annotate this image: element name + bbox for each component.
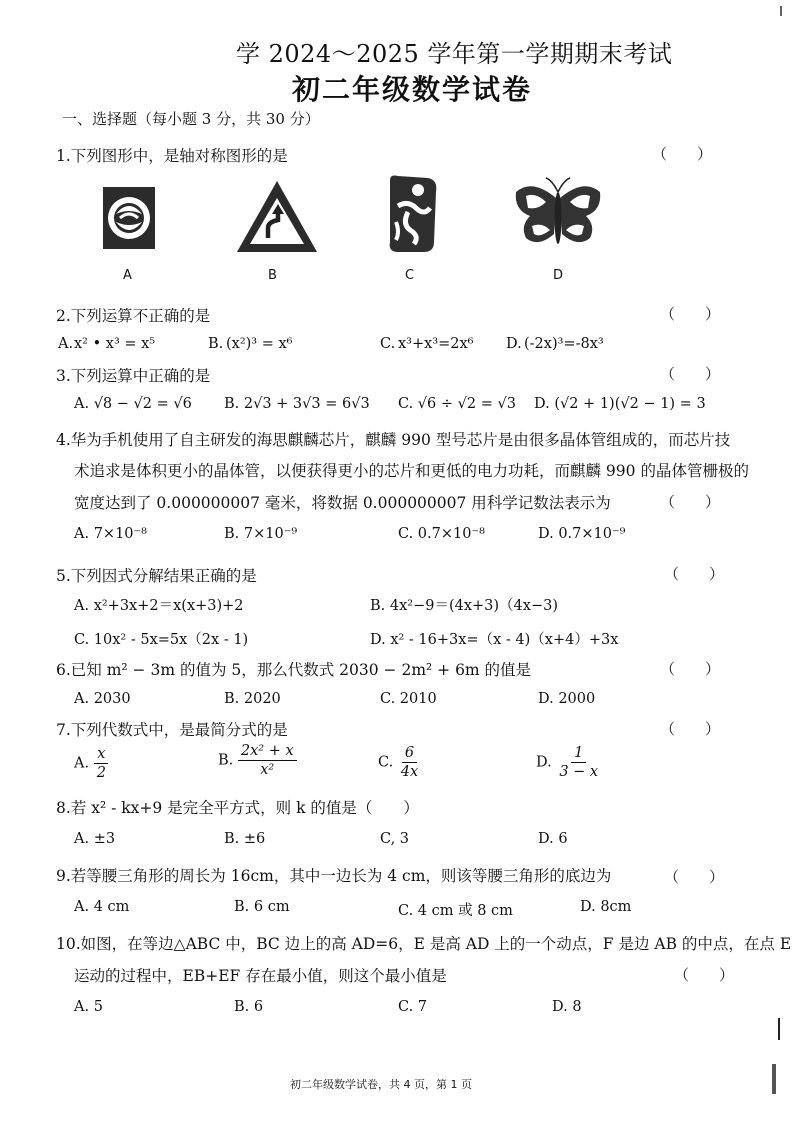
- fraction-d-numerator: 1: [571, 744, 586, 763]
- scan-edge-mark: [778, 1018, 780, 1040]
- q3-answer-paren: （ ）: [660, 365, 721, 383]
- fraction-c: [398, 744, 421, 781]
- fraction-b-denominator: x²: [260, 762, 275, 778]
- q3-option-c: C. √6 ÷ √2 = √3: [398, 396, 516, 412]
- q6-stem: 6.已知 m² − 3m 的值为 5，那么代数式 2030 − 2m² + 6m 的值是: [56, 661, 532, 679]
- q5-option-a: A. x²+3x+2＝x(x+3)+2: [74, 598, 244, 614]
- q1-stem: 1.下列图形中，是轴对称图形的是: [56, 147, 288, 165]
- q5-option-d: D. x² - 16+3x=（x - 4)（x+4）+3x: [370, 632, 619, 648]
- q3-option-b: B. 2√3 + 3√3 = 6√3: [224, 396, 370, 412]
- q8-option-a: A. ±3: [74, 831, 116, 847]
- q2-label-b: B.: [208, 336, 224, 352]
- q7-option-a: [74, 745, 109, 782]
- q2-option-c: x³+x³=2x⁶: [398, 336, 474, 352]
- q6-option-c: C. 2010: [380, 691, 437, 707]
- q7-option-b: [218, 742, 297, 779]
- q1-label-a: A: [123, 268, 132, 283]
- fraction-a: [94, 745, 109, 782]
- q9-stem: 9.若等腰三角形的周长为 16cm，其中一边长为 4 cm，则该等腰三角形的底边为: [56, 867, 612, 885]
- q6-answer-paren: （ ）: [660, 660, 721, 678]
- q4-option-d: D. 0.7×10⁻⁹: [538, 526, 626, 542]
- warning-triangle-sign-icon: [234, 178, 320, 256]
- q3-option-d: D. (√2 + 1)(√2 − 1) = 3: [534, 396, 706, 412]
- q4-stem-line1: 4.华为手机使用了自主研发的海思麒麟芯片，麒麟 990 型号芯片是由很多晶体管组成的，而芯片技: [56, 431, 731, 449]
- q4-option-b: B. 7×10⁻⁹: [224, 526, 298, 542]
- q5-stem: 5.下列因式分解结果正确的是: [56, 567, 257, 585]
- scan-edge-mark: [780, 6, 782, 16]
- fraction-c-numerator: 6: [402, 744, 417, 763]
- q6-option-d: D. 2000: [538, 691, 596, 707]
- q9-option-c: C. 4 cm 或 8 cm: [398, 903, 513, 919]
- section-heading: 一、选择题（每小题 3 分，共 30 分）: [62, 110, 320, 128]
- q2-option-b: (x²)³ = x⁶: [226, 336, 293, 352]
- q7-label-c: C.: [378, 754, 394, 771]
- q7-label-b: B.: [218, 752, 234, 769]
- q4-answer-paren: （ ）: [660, 493, 721, 511]
- butterfly-icon: [512, 176, 604, 256]
- q9-option-b: B. 6 cm: [234, 899, 290, 915]
- fraction-b-numerator: 2x² + x: [238, 742, 297, 761]
- q4-option-c: C. 0.7×10⁻⁸: [398, 526, 485, 542]
- q7-stem: 7.下列代数式中，是最简分式的是: [56, 721, 288, 739]
- q2-stem: 2.下列运算不正确的是: [56, 307, 211, 325]
- q10-option-d: D. 8: [552, 999, 582, 1015]
- q6-option-a: A. 2030: [74, 691, 131, 707]
- q10-option-a: A. 5: [74, 999, 103, 1015]
- q9-option-a: A. 4 cm: [74, 899, 130, 915]
- fraction-d-denominator: 3 − x: [559, 764, 599, 780]
- fraction-a-numerator: x: [94, 745, 108, 764]
- q1-label-b: B: [268, 268, 277, 283]
- q8-option-b: B. ±6: [224, 831, 266, 847]
- q8-stem: 8.若 x² - kx+9 是完全平方式，则 k 的值是（ ）: [56, 799, 419, 817]
- q10-option-c: C. 7: [398, 999, 428, 1015]
- q5-option-c: C. 10x² - 5x=5x（2x - 1): [74, 632, 249, 648]
- q1-answer-paren: （ ）: [652, 145, 713, 163]
- q2-label-a: A.: [58, 336, 74, 352]
- olympic-emblem-icon: [384, 172, 442, 256]
- q10-answer-paren: （ ）: [674, 966, 735, 984]
- q10-option-b: B. 6: [234, 999, 264, 1015]
- q10-stem-line1: 10.如图，在等边△ABC 中，BC 边上的高 AD=6，E 是高 AD 上的一个动点，F 是边 AB 的中点，在点 E: [56, 935, 792, 953]
- q5-option-b: B. 4x²−9＝(4x+3)（4x−3): [370, 598, 558, 614]
- q2-option-d: (-2x)³=-8x³: [524, 336, 604, 352]
- q1-label-d: D: [553, 268, 564, 283]
- circular-logo-icon: [100, 184, 158, 252]
- q4-stem-line3: 宽度达到了 0.000000007 毫米，将数据 0.000000007 用科学记数法表示为: [74, 494, 611, 512]
- q3-option-a: A. √8 − √2 = √6: [74, 396, 192, 412]
- exam-title-line2: 初二年级数学试卷: [292, 73, 533, 106]
- exam-title-line1: 学 2024～2025 学年第一学期期末考试: [236, 40, 673, 68]
- q9-answer-paren: （ ）: [664, 868, 725, 886]
- q2-label-c: C.: [380, 336, 396, 352]
- fraction-b: [238, 742, 297, 779]
- q1-label-c: C: [405, 268, 415, 283]
- q7-label-d: D.: [536, 754, 552, 771]
- q3-stem: 3.下列运算中正确的是: [56, 367, 211, 385]
- fraction-c-denominator: 4x: [400, 764, 419, 780]
- q2-label-d: D.: [506, 336, 522, 352]
- q5-answer-paren: （ ）: [664, 565, 725, 583]
- q8-option-c: C, 3: [380, 831, 410, 847]
- q2-option-a: x² • x³ = x⁵: [74, 336, 156, 352]
- q6-option-b: B. 2020: [224, 691, 281, 707]
- q4-option-a: A. 7×10⁻⁸: [74, 526, 147, 542]
- q10-stem-line2: 运动的过程中，EB+EF 存在最小值，则这个最小值是: [74, 967, 447, 985]
- q4-stem-line2: 术追求是体积更小的晶体管，以便获得更小的芯片和更低的电力功耗，而麒麟 990 的晶体管栅极的: [74, 462, 749, 480]
- scan-edge-mark: [772, 1064, 776, 1094]
- q9-option-d: D. 8cm: [580, 899, 632, 915]
- q7-option-c: [378, 744, 421, 781]
- q7-option-d: [536, 744, 601, 781]
- q7-answer-paren: （ ）: [660, 720, 721, 738]
- q2-answer-paren: （ ）: [660, 305, 721, 323]
- fraction-a-denominator: 2: [96, 765, 106, 781]
- q8-option-d: D. 6: [538, 831, 568, 847]
- fraction-d: [556, 744, 601, 781]
- q7-label-a: A.: [74, 755, 90, 772]
- page-footer: 初二年级数学试卷，共 4 页，第 1 页: [290, 1078, 472, 1091]
